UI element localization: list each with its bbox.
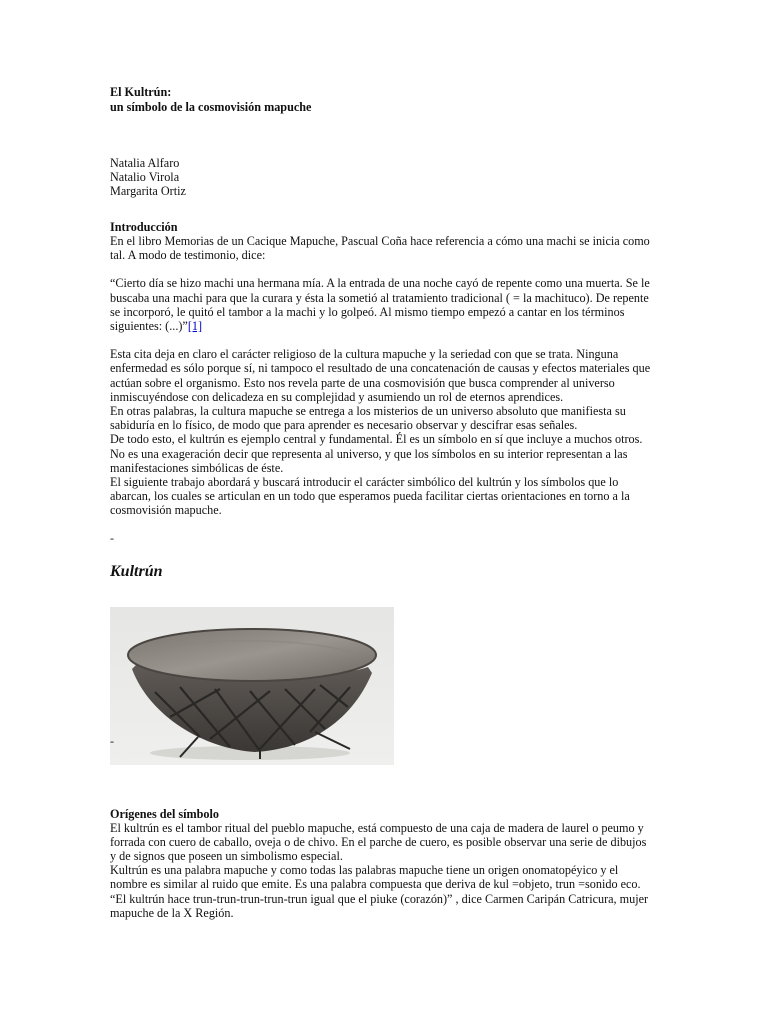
intro-paragraph: Esta cita deja en claro el carácter religioso de la cultura mapuche y la seriedad con que se trata. Ninguna enfermedad es sólo porque sí, ni tampoco el resultado de una concatenación de causas y efectos materiales que actúan sobre el organismo. Esto nos revela parte de una cosmovisión que busca comprender al universo inmiscuyéndose con delicadeza en su complejidad y asumiendo un rol de eternos aprendices. [110,347,651,404]
document-title [110,85,655,115]
document-page [110,85,655,920]
introduction-section [110,220,655,518]
kultrun-figure [110,607,394,765]
intro-paragraph: En otras palabras, la cultura mapuche se entrega a los misterios de un universo absoluto que manifiesta su sabiduría en lo físico, de modo que para aprender es necesario observar y descifrar esas señales. [110,404,626,433]
title-line-2: un símbolo de la cosmovisión mapuche [110,100,312,114]
separator-dash: - [110,530,114,545]
kultrun-drum-photo [110,607,394,765]
origins-paragraph: Kultrún es una palabra mapuche y como todas las palabras mapuche tiene un origen onomatopéyico y el nombre es similar al ruido que emite. Es una palabra compuesta que deriva de kul =objeto, trun =sonido eco. “El kultrún hace trun-trun-trun-trun-trun igual que el piuke (corazón)” , dice Carmen Caripán Catricura, mujer mapuche de la X Región. [110,863,649,920]
origins-section [110,807,655,920]
footnote-link[interactable]: [1] [187,319,203,334]
title-line-1: El Kultrún: [110,85,172,99]
author-name: Margarita Ortiz [110,184,186,198]
origins-heading: Orígenes del símbolo [110,806,220,821]
introduction-heading: Introducción [110,220,178,234]
author-list [110,156,655,198]
machi-quote [110,276,655,333]
quote-text: “Cierto día se hizo machi una hermana mía. A la entrada de una noche cayó de repente como una muerta. Se le buscaba una machi para que la curara y ésta la sometió al tratamiento tradicional ( = la machituco). De repente se incorporó, le quitó el tambor a la machi y lo golpeó. Al mismo tiempo empezó a cantar en los términos siguientes: (...)” [110,276,650,334]
intro-paragraph: El siguiente trabajo abordará y buscará introducir el carácter simbólico del kultrún y los símbolos que lo abarcan, los cuales se articulan en un todo que esperamos pueda facilitar ciertas orientaciones en torno a la cosmovisión mapuche. [110,475,630,518]
intro-paragraph: En el libro Memorias de un Cacique Mapuche, Pascual Coña hace referencia a cómo una machi se inicia como tal. A modo de testimonio, dice: [110,234,650,263]
figure-dash: - [110,733,114,748]
author-name: Natalio Virola [110,170,180,184]
author-name: Natalia Alfaro [110,156,180,170]
intro-paragraph: De todo esto, el kultrún es ejemplo central y fundamental. Él es un símbolo en sí que incluye a muchos otros. No es una exageración decir que representa al universo, y que los símbolos en su interior representan a las manifestaciones simbólicas de éste. [110,432,643,475]
kultrun-heading: Kultrún [110,562,163,580]
origins-paragraph: El kultrún es el tambor ritual del pueblo mapuche, está compuesto de una caja de madera de laurel o peumo y forrada con cuero de caballo, oveja o de chivo. En el parche de cuero, es posible observar una serie de dibujos y de signos que poseen un simbolismo especial. [110,820,647,864]
